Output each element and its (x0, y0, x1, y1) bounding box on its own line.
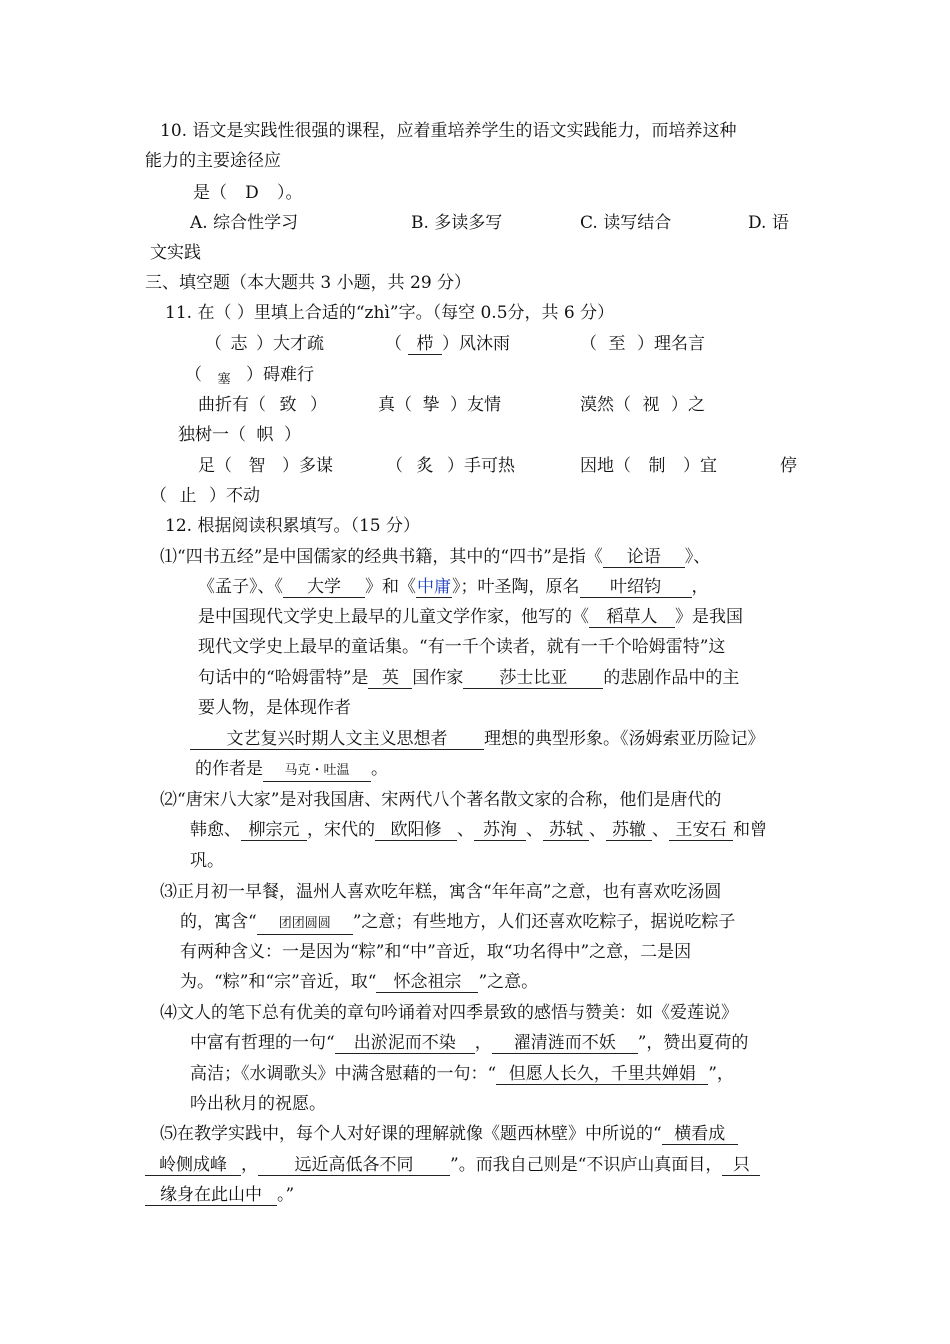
q12-p1-text: “四书五经”是中国儒家的经典书籍，其中的“四书”是指《 (177, 547, 603, 567)
answer-hengkancheng: 横看成 (662, 1124, 738, 1145)
separator: 、 (589, 820, 606, 840)
q12-p1-text: 句话中的“哈姆雷特”是 (198, 668, 369, 688)
answer-wanganshi: 王安石 (669, 820, 733, 841)
q12-p3-line1 (160, 881, 721, 903)
q10-answer: D (245, 183, 259, 203)
q11-item-9 (198, 455, 333, 477)
q12-p1-text: 》；叶圣陶，原名 (452, 577, 580, 597)
answer-huainianzuzong: 怀念祖宗 (376, 972, 478, 993)
q12-p5-line3 (145, 1184, 294, 1206)
q11-answer-2: 栉 (408, 334, 442, 355)
q11-item-5 (198, 394, 327, 416)
q11-phrase-11-post: ）宜 (683, 456, 717, 476)
answer-daocaoren: 稻草人 (589, 607, 675, 628)
q11-phrase-7-pre: 漠然（ (580, 395, 631, 415)
q11-phrase-9-post: ）多谋 (282, 456, 333, 476)
section3-title: 三、填空题（本大题共 3 小题，共 29 分） (145, 273, 472, 293)
q12-p1-line1 (160, 546, 710, 568)
separator: 、 (457, 820, 474, 840)
q11-answer-11: 制 (648, 456, 666, 476)
q12-p1-text: 《孟子》、《 (198, 577, 283, 597)
q11-phrase-7-post: ）之 (671, 395, 705, 415)
paren-open: （ (185, 365, 202, 385)
q11-phrase-5-pre: 曲折有（ (198, 395, 266, 415)
answer-liuzongyuan: 柳宗元 (241, 820, 307, 841)
q11-answer-1: 志 (230, 334, 248, 354)
q12-p2-text: ，宋代的 (307, 820, 375, 840)
q12-p4-text: ”， (708, 1064, 734, 1084)
q12-p1-line4: 现代文学史上最早的童话集。“有一千个读者，就有一千个哈姆雷特”这 (198, 637, 726, 657)
q12-p4-line3 (190, 1063, 734, 1085)
paren-open: （ (205, 334, 222, 354)
paren-close: ） (310, 395, 327, 415)
item-number: ⑴ (160, 547, 177, 567)
q12-p2-text: 和曾 (733, 820, 767, 840)
q11-answer-3: 至 (608, 334, 626, 354)
q10-line2: 能力的主要途径应 (145, 151, 281, 171)
q11-answer-10: 炙 (416, 456, 434, 476)
paren-close: ） (284, 425, 301, 445)
q12-p1-line5 (198, 667, 739, 689)
answer-lunyu: 论语 (603, 547, 685, 568)
q12-p3-text: 正月初一早餐，温州人喜欢吃年糕，寓含“年年高”之意，也有喜欢吃汤圆 (177, 882, 722, 902)
q12-p1-line2 (198, 576, 709, 598)
q12-p4-text: ， (474, 1033, 492, 1053)
q10-line1: 10. 语文是实践性很强的课程，应着重培养学生的语文实践能力，而培养这种 (160, 121, 737, 141)
paren-open: （ (150, 486, 167, 506)
answer-yuanshenzaici: 缘身在此山中 (145, 1185, 277, 1206)
q11-item-8 (178, 424, 301, 446)
q12-p3-text: ”之意。 (478, 972, 539, 992)
q10-option-b: B. 多读多写 (411, 213, 503, 233)
q11-answer-5: 致 (279, 395, 297, 415)
q12-p1-text: 国作家 (412, 668, 464, 688)
answer-shakespeare: 莎士比亚 (463, 668, 603, 689)
item-number: ⑶ (160, 882, 177, 902)
paren-open: （ (580, 334, 597, 354)
q12-p1-text: 》、 (684, 547, 711, 567)
q12-p1-text: 是中国现代文学史上最早的儿童文学作家，他写的《 (198, 607, 589, 627)
q12-p1-text: 理想的典型形象。《汤姆索亚历险记》 (484, 729, 765, 749)
q11-answer-6: 挚 (422, 395, 440, 415)
q11-phrase-4: ）碍难行 (246, 365, 314, 385)
paren-open: （ (385, 334, 402, 354)
answer-zhongyong: 中庸 (417, 577, 451, 597)
q12-p1-text: 》是我国 (675, 607, 743, 627)
item-number: ⑵ (160, 790, 177, 810)
q11-phrase-6-post: ）友情 (450, 395, 501, 415)
answer-ouyangxiu: 欧阳修 (375, 820, 457, 841)
q11-item-6 (378, 394, 501, 416)
q12-p4-line2 (190, 1032, 748, 1054)
q11-phrase-12-post: ）不动 (209, 486, 260, 506)
q12-p3-line2 (180, 911, 735, 935)
answer-mark-twain: 马克・吐温 (263, 761, 371, 782)
q12-p5-line1 (160, 1123, 738, 1145)
q11-phrase-1: ）大才疏 (256, 334, 324, 354)
answer-sushi: 苏轼 (543, 820, 589, 841)
q12-p3-text: 为。“粽”和“宗”音近，取“ (180, 972, 377, 992)
answer-suxun: 苏洵 (474, 820, 526, 841)
answer-lingcechengfeng: 岭侧成峰 (145, 1155, 241, 1176)
q11-phrase-2: ）风沐雨 (442, 334, 510, 354)
q12-p4-text: 文人的笔下总有优美的章句吟诵着对四季景致的感悟与赞美：如《爱莲说》 (177, 1003, 738, 1023)
q11-phrase-3: ）理名言 (637, 334, 705, 354)
q12-p5-text: ”。而我自己则是“不识庐山真面目， (450, 1155, 723, 1175)
q11-phrase-11-pre: 因地（ (580, 456, 631, 476)
answer-yuanjingaodi: 远近高低各不同 (258, 1155, 450, 1176)
q12-p3-line3: 有两种含义：一是因为“粽”和“中”音近，取“功名得中”之意，二是因 (180, 942, 692, 962)
q12-p1-line7 (190, 728, 765, 750)
q11-answer-8: 帜 (256, 425, 274, 445)
q11-phrase-8-pre: 独树一（ (178, 425, 246, 445)
item-number: ⑷ (160, 1003, 177, 1023)
q10-paren-open: 是（ (193, 183, 227, 203)
q12-p3-text: ”之意；有些地方，人们还喜欢吃粽子，据说吃粽子 (352, 912, 736, 932)
q12-p1-text: 的作者是 (195, 759, 263, 779)
q11-item-3 (580, 333, 705, 355)
q12-p2-line3: 巩。 (190, 851, 224, 871)
q12-p4-line4: 吟出秋月的祝愿。 (190, 1094, 326, 1114)
q10-paren-close: ）。 (277, 183, 303, 203)
q11-item-4 (185, 364, 314, 391)
q12-p1-line6: 要人物，是体现作者 (198, 698, 351, 718)
q12-p5-text: ， (241, 1155, 258, 1175)
separator: 、 (652, 820, 669, 840)
answer-danyuan: 但愿人长久，千里共婵娟 (496, 1064, 708, 1085)
q12-p1-line3 (198, 606, 743, 628)
answer-suzhe: 苏辙 (606, 820, 652, 841)
q12-p5-line2 (145, 1154, 760, 1176)
answer-daxue: 大学 (283, 577, 365, 598)
answer-zhuoqinglian: 濯清涟而不妖 (492, 1033, 638, 1054)
q11-stem: 11. 在（ ）里填上合适的“zhì”字。（每空 0.5分，共 6 分） (165, 303, 615, 323)
q12-p4-line1 (160, 1002, 738, 1024)
q12-p2-text: “唐宋八大家”是对我国唐、宋两代八个著名散文家的合称，他们是唐代的 (177, 790, 722, 810)
answer-tuantuanyuanyuan: 团团圆圆 (257, 914, 353, 935)
q12-p3-text: 的，寓含“ (180, 912, 257, 932)
q11-answer-12: 止 (179, 486, 197, 506)
q10-option-c: C. 读写结合 (580, 213, 672, 233)
q12-p1-line8 (195, 758, 388, 782)
q12-stem: 12. 根据阅读积累填写。（15 分） (165, 516, 420, 536)
q12-p1-text: 。 (371, 759, 388, 779)
q11-item-1 (205, 333, 324, 355)
q12-p1-text: ， (691, 577, 709, 597)
answer-chuyuni: 出淤泥而不染 (335, 1033, 475, 1054)
q12-p5-text: 。” (277, 1185, 295, 1205)
answer-ying: 英 (368, 668, 412, 689)
answer-yeshaojun: 叶绍钧 (580, 577, 692, 598)
q12-p5-text: 在教学实践中，每个人对好课的理解就像《题西林壁》中所说的“ (177, 1124, 662, 1144)
q11-answer-9: 智 (248, 456, 266, 476)
q10-option-d-cont: 文实践 (150, 243, 201, 263)
q11-item-10 (386, 455, 515, 477)
q10-answer-line (193, 182, 303, 204)
q11-item-2 (385, 333, 510, 355)
q11-item-11 (580, 455, 717, 477)
q10-option-a: A. 综合性学习 (190, 213, 299, 233)
q11-item-7 (580, 394, 705, 416)
answer-renaissance: 文艺复兴时期人文主义思想者 (190, 729, 484, 750)
q11-item-12-pre: 停 (780, 456, 797, 476)
q11-answer-7: 视 (642, 395, 660, 415)
q12-p2-text: 韩愈、 (190, 820, 241, 840)
q10-option-d: D. 语 (748, 213, 789, 233)
q12-p3-line4 (180, 971, 538, 993)
q11-phrase-6-pre: 真（ (378, 395, 412, 415)
answer-zhi: 只 (722, 1155, 760, 1176)
q11-phrase-9-pre: 足（ (198, 456, 232, 476)
separator: 、 (526, 820, 543, 840)
q12-p4-text: 高洁；《水调歌头》中满含慰藉的一句：“ (190, 1064, 497, 1084)
q11-phrase-10-post: ）手可热 (447, 456, 515, 476)
q12-p4-text: 中富有哲理的一句“ (190, 1033, 335, 1053)
q12-p4-text: ”，赞出夏荷的 (637, 1033, 749, 1053)
paren-open: （ (386, 456, 403, 476)
q12-p1-text: 》和《 (365, 577, 416, 597)
q12-p1-text: 的悲剧作品中的主 (603, 668, 740, 688)
item-number: ⑸ (160, 1124, 177, 1144)
q11-item-12 (150, 485, 260, 507)
q12-p2-line1 (160, 789, 721, 811)
q11-answer-4: 塞 (217, 372, 231, 387)
q12-p2-line2 (190, 819, 767, 841)
